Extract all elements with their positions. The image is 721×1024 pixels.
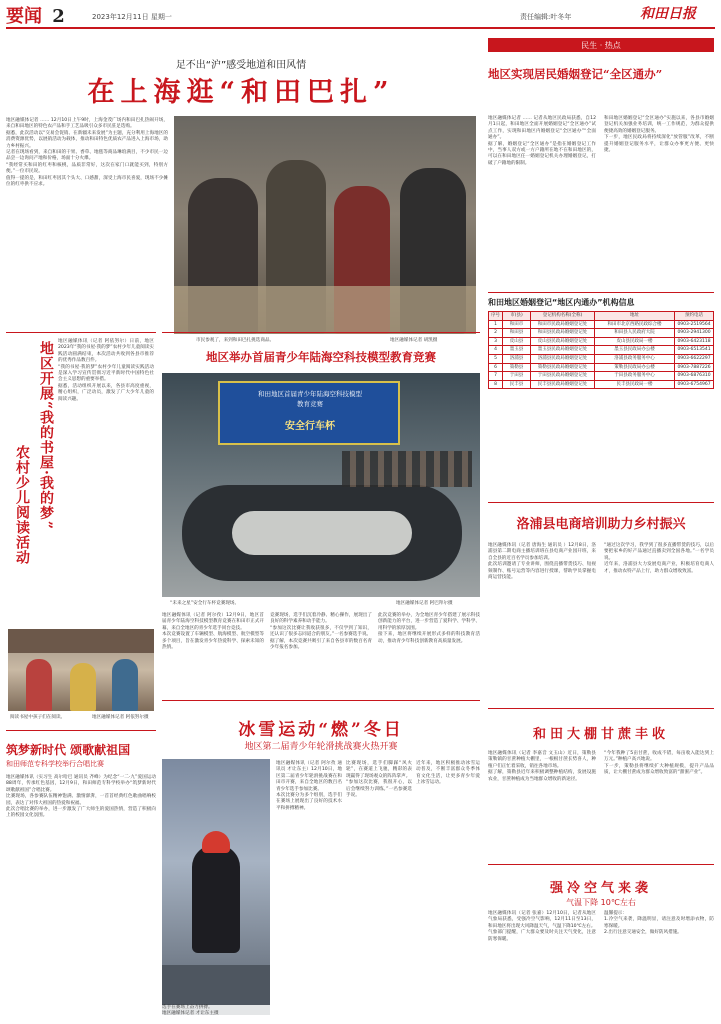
article-body-col1: 地区融媒体讯（记者 李嘉音 文玉山）近日，策勒县策勒镇的甘蔗种植大棚里，一根根甘蔗长势喜人，种植户们正忙着采收，销往各地市场。 据了解，策勒县近年来积极调整种植结构，发展设施农业，甘蔗种植成为当地群众增收的新途径。	[488, 751, 596, 782]
table-cell: 皮山县民政局一楼	[595, 337, 675, 346]
article-model-competition	[162, 332, 480, 692]
article-title: 洛浦县电商培训助力乡村振兴	[516, 517, 686, 532]
table-cell: 和田市北京西路民政综合楼	[595, 320, 675, 329]
article-title: 筑梦新时代 颂歌献祖国	[6, 743, 131, 757]
table-cell: 和田县	[503, 329, 531, 338]
article-body-col2: 竞赛现场，选手们沉着冷静、精心操作，展现出了良好的科学素养和动手能力。 “参加这次比赛让我收获很多，不仅学到了知识，还认识了很多志同道合的朋友。”一名参赛选手说。 据了解，本次竞赛共吸引了来自各县市的数百名青少年报名参加。	[270, 613, 372, 651]
table-cell: 于田县民政局婚姻登记处	[531, 372, 595, 381]
article-roller-skating	[162, 700, 480, 1018]
banner-text-3: 安全行车杯	[285, 421, 335, 432]
table-header: 登记机构名称(全称)	[531, 312, 595, 321]
marriage-agency-table	[488, 311, 714, 389]
photo-skater	[192, 845, 240, 953]
article-title: 在上海逛“和田巴扎”	[87, 77, 395, 108]
table-cell: 墨玉县民政局婚姻登记处	[531, 346, 595, 355]
article-body-col1: 地区融媒体讯（记者 张嘉）12月10日，记者从地区气象局获悉，受强冷空气影响，12月11日至13日，和田地区将出现大风降温天气，气温下降10℃左右。 气象部门提醒，广大群众要及时关注天气变化，注意防寒保暖。	[488, 911, 596, 942]
table-cell: 6	[489, 363, 503, 372]
table-row	[489, 363, 714, 372]
table-wrap	[488, 311, 714, 389]
photo-caption: 选手在赛场上奋力拼搏。	[162, 1005, 270, 1011]
photo-child-1	[26, 659, 52, 711]
article-body: 地区融媒体记者 …… 12月10日上午9时，上海金茂广场内和田巴扎热闹开场，来自和田地区的特色农产品和手工艺品吸引众多市民驻足选购。 据悉，此次活动以“交易会促销、在新疆未来发展”为主题，充分利用上海地区的消费资源优势，以展销活动为载体，推动和田特色优质农产品进入上海市场，助力乡村振兴。 记者在现场看到，来自和田的干果、香草、地毯等商品琳琅满目，不少市民一边品尝一边询问产地和价格，场面十分火爆。 “我经常买和田的红枣和核桃，品质非常好，这次在家门口就能买到，特别方便。”一位市民说。 值得一提的是，和田红枣因其个头大、口感甜，深受上海市民喜爱，现场不少摊位的红枣供不应求。	[6, 118, 168, 188]
masthead-logo: 和田日报	[640, 6, 696, 22]
table-cell: 和田市民政局婚姻登记处	[531, 320, 595, 329]
header-rule	[6, 27, 715, 29]
article-children-reading	[6, 332, 156, 722]
photo-credit: 地区融媒体记者 才让东主摄	[162, 1011, 270, 1017]
table-cell: 7	[489, 372, 503, 381]
table-title: 和田地区婚姻登记“地区内通办”机构信息	[488, 298, 635, 307]
table-row	[489, 346, 714, 355]
article-body-col2: 温馨提示： 1.冷空气来袭，降温明显，请注意及时增添衣物，防寒保暖。 2.出行注意交通安全，做好防风措施。	[604, 911, 714, 936]
table-cell: 皮山县民政局婚姻登记处	[531, 337, 595, 346]
marriage-agency-table-box	[488, 292, 714, 498]
table-cell: 2	[489, 329, 503, 338]
table-cell: 0903-6622297	[675, 354, 714, 363]
page-number: 2	[52, 6, 65, 27]
article-body: 地区融媒体讯（记者 阿依努尔）日前，地区2023年“我的书屋·我的梦”农村少年儿童阅读实践活动圆满结束，本次活动共收到各县市推荐的优秀作品数百件。 “我的书屋·我的梦”农村少年儿童阅读实践活动是深入学习宣传贯彻习近平新时代中国特色社会主义思想的重要举措。 据悉，活动组织开展以来，各县市高度重视，精心组织，广泛动员，激发了广大少年儿童的阅读兴趣。	[58, 339, 155, 402]
article-subtitle: 气温下降 10℃左右	[566, 898, 636, 907]
table-cell: 0903-6513541	[675, 346, 714, 355]
article-chorus	[6, 730, 156, 1018]
table-row	[489, 372, 714, 381]
article-subtitle: 和田师范专科学校举行合唱比赛	[6, 760, 104, 768]
date-line: 2023年12月11日 星期一	[92, 13, 172, 21]
table-cell: 民丰县民政局一楼	[595, 380, 675, 389]
article-kicker: 足不出“沪”感受地道和田风情	[175, 60, 307, 71]
table-cell: 和田市	[503, 320, 531, 329]
photo-skater-helmet	[202, 831, 230, 853]
table-cell: 0903-2519564	[675, 320, 714, 329]
table-header: 市(县)	[503, 312, 531, 321]
article-title: 地区实现居民婚姻登记“全区通办”	[488, 67, 663, 81]
skating-photo	[162, 759, 270, 1015]
table-cell: 洛浦县民政局婚姻登记处	[531, 354, 595, 363]
article-marriage-registration	[488, 58, 714, 498]
article-sugarcane	[488, 708, 714, 858]
table-header: 序号	[489, 312, 503, 321]
table-cell: 策勒县民政局婚姻登记处	[531, 363, 595, 372]
table-row	[489, 380, 714, 389]
table-row	[489, 320, 714, 329]
photo-credit: 地区融媒体记者 阿依努尔摄	[92, 715, 149, 720]
photo-credit: 地区融媒体记者 阿巴拜尔摄	[396, 601, 453, 606]
table-cell: 民丰县	[503, 380, 531, 389]
article-body-col1: 地区融媒体记者 …… 记者从地区民政局获悉，自12月1日起，和田地区全面开展婚姻登记“全区通办”试点工作，实现和田地区内婚姻登记“全区通办”“全面通办”。 据了解，婚姻登记“全区通办”是指在婚姻登记工作中，当事人双方或一方户籍所在地不在和田地区的，可以在和田地区任一婚姻登记机关办理婚姻登记，打破了户籍地的限制。	[488, 116, 596, 166]
editor-line: 责任编辑:叶冬年	[520, 13, 572, 21]
banner-text-2: 教育竞赛	[297, 400, 323, 408]
article-title-vertical-2: 农村少儿阅读活动	[14, 445, 30, 565]
photo-caption: 市民参观了，来到和田巴扎挑选商品。	[196, 338, 275, 343]
table-cell: 于田县政务服务中心	[595, 372, 675, 381]
photo-credit: 地区融媒体记者 胡凯摄	[390, 338, 438, 343]
table-cell: 于田县	[503, 372, 531, 381]
photo-stall	[174, 286, 476, 334]
article-ecommerce-training	[488, 502, 714, 702]
table-cell: 5	[489, 354, 503, 363]
table-cell: 和田县民政局婚姻登记处	[531, 329, 595, 338]
banner-text-1: 和田地区首届青少年陆海空科技模型	[258, 390, 362, 398]
table-cell: 民丰县民政局婚姻登记处	[531, 380, 595, 389]
table-cell: 8	[489, 380, 503, 389]
page-header	[0, 0, 721, 32]
table-cell: 墨玉县	[503, 346, 531, 355]
photo-caption: “未来之星”安全行车杯竞赛现场。	[170, 601, 240, 606]
table-header: 地址	[595, 312, 675, 321]
table-cell: 3	[489, 337, 503, 346]
table-cell: 4	[489, 346, 503, 355]
table-cell: 策勒县	[503, 363, 531, 372]
table-cell: 0903-6423118	[675, 337, 714, 346]
table-cell: 墨玉县民政局办公楼	[595, 346, 675, 355]
article-body: 地区融媒体讯（实习生 高尔哈巴 通讯员 齐峰）为纪念“一二·九”爱国运动88周年，传承红色基因，12月9日，和田师范专科学校举办“筑梦新时代 颂歌献祖国”合唱比赛。 比赛现场，各参赛队伍精神饱满、激情澎湃，一首首经典红色歌曲唱响校园，表达了对伟大祖国的热爱和祝福。 此次合唱比赛的举办，进一步激发了广大师生的爱国热情，营造了积极向上的校园文化氛围。	[6, 775, 156, 819]
article-body-col1: 地区融媒体讯（记者 唐海生 通讯员 ）12月8日，洛浦县第二期电商主播培训班在县电商产业园开班，来自全县的近百名学员参加培训。 此次培训邀请了专业讲师，围绕直播带货技巧、短视频制作、账号运营等内容进行授课，帮助学员掌握电商运营技能。	[488, 543, 596, 581]
table-cell: 和田县人民政府大院	[595, 329, 675, 338]
table-cell: 洛浦县	[503, 354, 531, 363]
table-row	[489, 354, 714, 363]
article-body-col1: 地区融媒体讯（记者 阿尔孜）12月9日，地区首届青少年陆海空科技模型教育竞赛在和田市正式开幕，来自全地区的青少年选手同台竞技。 本次竞赛设置了车辆模型、航海模型、航空模型等多个项目，旨在激发青少年热爱科学、探索未知的热情。	[162, 613, 264, 651]
photo-child-2	[70, 663, 96, 711]
table-header-row	[489, 312, 714, 321]
article-shanghai-bazaar	[6, 34, 476, 343]
article-title: 地区举办首届青少年陆海空科技模型教育竞赛	[206, 350, 436, 364]
article-title: 强冷空气来袭	[549, 881, 652, 896]
section-tag	[488, 38, 714, 52]
table-row	[489, 329, 714, 338]
article-title: 和田大棚甘蔗丰收	[532, 727, 669, 742]
table-header: 预约电话	[675, 312, 714, 321]
article-body-col3: 此次竞赛的举办，为全地区青少年搭建了展示科技创新能力的平台，进一步营造了爱科学、学科学、用科学的浓厚氛围。 接下来，地区将继续开展形式多样的科技教育活动，推动青少年科技创新教育高质量发展。	[378, 613, 480, 644]
article-body-col1: 地区融媒体讯（记者 阿尔孜 通讯员 才让东主）12月10日，地区第二届青少年轮滑挑战赛在和田市开赛，来自全地区的数百名青少年选手参加比赛。 本次比赛分为多个组别，选手们在赛场上展现出了良好的技术水平和拼搏精神。	[276, 761, 342, 811]
article-subtitle: 地区第二届青少年轮滑挑战赛火热开赛	[244, 742, 398, 752]
table-cell: 洛浦县政务服务中心	[595, 354, 675, 363]
article-body-col2: 比赛现场，选手们脚踩“风火轮”，在赛道上飞驰，精彩的表现赢得了现场观众的阵阵掌声。 “参加这次比赛，我很开心，以后会继续努力训练。”一名参赛选手说。	[346, 761, 412, 799]
photo-bookshelf	[8, 629, 154, 653]
competition-photo	[162, 373, 480, 597]
article-body-col3: 近年来，地区积极推动冰雪运动普及，不断丰富群众冬季体育文化生活，让更多青少年爱上冰雪运动。	[416, 761, 480, 786]
reading-photo	[8, 629, 154, 711]
article-title-vertical-1: 地区开展“我的书屋·我的梦”	[38, 341, 54, 530]
section-tag-label: 民生 · 热点	[581, 41, 621, 50]
photo-track-inner	[232, 511, 412, 555]
article-body-col2: “今年我种了5亩甘蔗，收成不错，每亩收入能达到上万元。”种植户高兴地说。 下一步，策勒县将继续扩大种植规模，提升产品品质，让大棚甘蔗成为群众增收致富的“甜蜜产业”。	[604, 751, 714, 776]
table-row	[489, 337, 714, 346]
table-cell: 0903-2941300	[675, 329, 714, 338]
table-cell: 策勒县民政局办公楼	[595, 363, 675, 372]
bazaar-photo	[174, 116, 476, 334]
section-label	[6, 2, 80, 27]
photo-banner	[218, 381, 400, 445]
table-cell: 0903-7887226	[675, 363, 714, 372]
section-name: 要闻	[6, 6, 42, 27]
photo-spectators	[342, 451, 472, 487]
table-cell: 0903-6876310	[675, 372, 714, 381]
table-cell: 皮山县	[503, 337, 531, 346]
article-cold-wave	[488, 864, 714, 1018]
article-body-col2: “通过这次学习，我学到了很多直播带货的技巧，以后要把家乡的好产品通过直播卖到全国各地。”一名学员说。 近年来，洛浦县大力发展电商产业，积极培育电商人才，推动农特产品上行，助力群众增收致富。	[604, 543, 714, 574]
article-body-col2: 和田地区婚姻登记“全区通办”实施以来，各县市婚姻登记机关加强业务培训，统一工作规范，为群众提供便捷高效的婚姻登记服务。 下一步，地区民政局将持续深化“放管服”改革，不断提升婚姻登记服务水平，让群众办事更方便、更快捷。	[604, 116, 714, 154]
photo-caption: 阅读书屋中孩子们在阅读。	[10, 715, 66, 720]
photo-child-3	[112, 659, 138, 711]
article-title: 冰雪运动“燃”冬日	[238, 720, 404, 740]
table-cell: 0903-6754967	[675, 380, 714, 389]
table-cell: 1	[489, 320, 503, 329]
